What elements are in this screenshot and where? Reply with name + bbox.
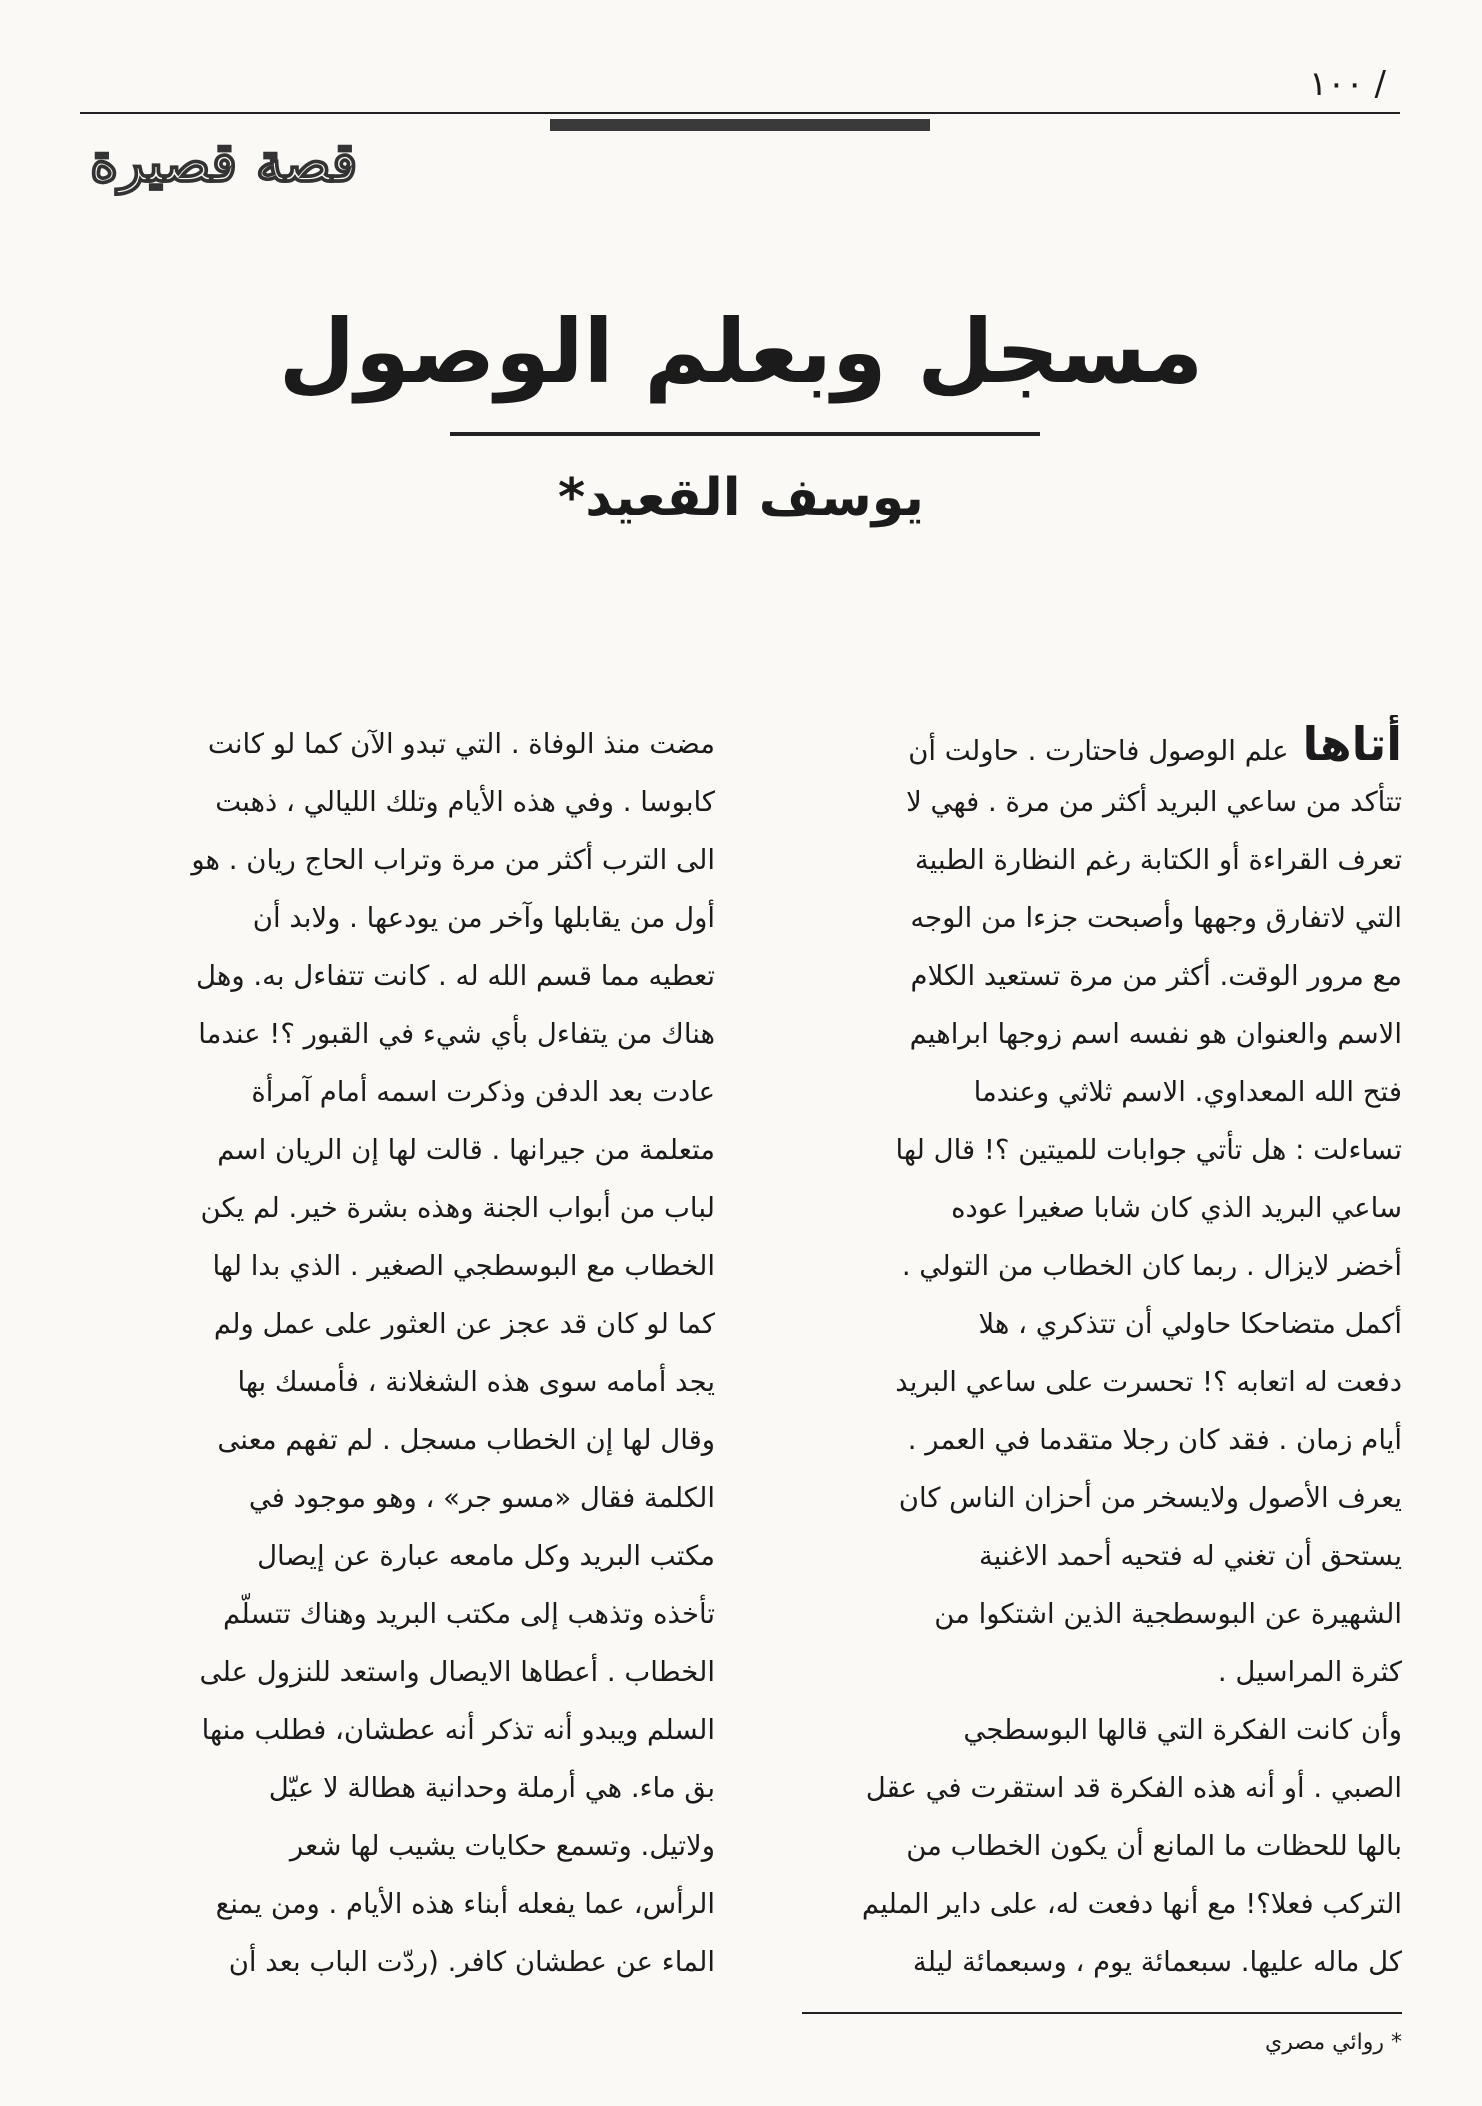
text-line: دفعت له اتعابه ؟! تحسرت على ساعي البريد [895,1366,1402,1398]
text-line: الخطاب مع البوسطجي الصغير . الذي بدا لها [212,1250,715,1282]
text-line: الاسم والعنوان هو نفسه اسم زوجها ابراهيم [909,1018,1402,1050]
article-title: مسجل وبعلم الوصول [278,300,1204,403]
text-line: التركب فعلا؟! مع أنها دفعت له، على داير المليم [861,1888,1402,1920]
text-line: ولاتيل. وتسمع حكايات يشيب لها شعر [289,1830,715,1862]
text-line: تأخذه وتذهب إلى مكتب البريد وهناك تتسلّم [223,1598,715,1630]
text-line: ساعي البريد الذي كان شابا صغيرا عوده [951,1192,1402,1224]
text-line [782,715,1402,773]
header-thick-bar [550,119,930,131]
text-line: وأن كانت الفكرة التي قالها البوسطجي [963,1714,1402,1746]
text-line: الماء عن عطشان كافر. (ردّت الباب بعد أن [228,1946,715,1978]
text-line: بالها للحظات ما المانع أن يكون الخطاب من [906,1830,1402,1862]
text-line: الشهيرة عن البوسطجية الذين اشتكوا من [934,1598,1402,1630]
text-line: كما لو كان قد عجز عن العثور على عمل ولم [213,1308,715,1340]
text-line: مع مرور الوقت. أكثر من مرة تستعيد الكلام [910,960,1402,992]
text-line: تعطيه مما قسم الله له . كانت تتفاءل به. وهل [196,960,715,992]
text-line: أخضر لايزال . ربما كان الخطاب من التولي . [901,1250,1402,1282]
lead-word: أتاها [1302,717,1402,771]
text-line: تتأكد من ساعي البريد أكثر من مرة . فهي لا [906,786,1402,818]
text-line: كثرة المراسيل . [1217,1656,1402,1688]
text-line: هناك من يتفاءل بأي شيء في القبور ؟! عندما [198,1018,715,1050]
text-line: وقال لها إن الخطاب مسجل . لم تفهم معنى [217,1424,715,1456]
text-line: تعرف القراءة أو الكتابة رغم النظارة الطبية [914,844,1402,876]
text-line: الصبي . أو أنه هذه الفكرة قد استقرت في عقل [865,1772,1402,1804]
title-divider [450,432,1040,436]
text-line: السلم ويبدو أنه تذكر أنه عطشان، فطلب منها [201,1714,715,1746]
text-line: يجد أمامه سوى هذه الشغلانة ، فأمسك بها [237,1366,715,1398]
footnote-divider [802,2012,1402,2014]
text-line: فتح الله المعداوي. الاسم ثلاثي وعندما [973,1076,1402,1108]
page-number: ١٠٠ / [1308,64,1386,104]
text-line: أيام زمان . فقد كان رجلا متقدما في العمر . [907,1424,1402,1456]
header-rule [80,112,1400,114]
text-column-left [95,715,715,1991]
text-line: كابوسا . وفي هذه الأيام وتلك الليالي ، ذهبت [215,786,715,818]
text-line: الكلمة فقال «مسو جر» ، وهو موجود في [248,1482,715,1514]
text-line: الى الترب أكثر من مرة وتراب الحاج ريان . هو [191,844,715,876]
section-label: قصة قصيرة [90,130,358,194]
text-line: الرأس، عما يفعله أبناء هذه الأيام . ومن يمنع [215,1888,715,1920]
text-line: مضت منذ الوفاة . التي تبدو الآن كما لو كانت [207,728,715,760]
text-line: يعرف الأصول ولايسخر من أحزان الناس كان [898,1482,1402,1514]
first-line-text: علم الوصول فاحتارت . حاولت أن [908,735,1289,767]
text-line: لباب من أبواب الجنة وهذه بشرة خير. لم يكن [200,1192,715,1224]
text-line: كل ماله عليها. سبعمائة يوم ، وسبعمائة ليلة [912,1946,1402,1978]
text-line: التي لاتفارق وجهها وأصبحت جزءا من الوجه [910,902,1402,934]
footnote: * روائي مصري [1264,2030,1402,2055]
text-line: متعلمة من جيرانها . قالت لها إن الريان اسم [217,1134,715,1166]
text-line: يستحق أن تغني له فتحيه أحمد الاغنية [979,1540,1402,1572]
text-line: بق ماء. هي أرملة وحدانية هطالة لا عيّل [268,1772,715,1804]
text-column-right [782,715,1402,1991]
text-line: عادت بعد الدفن وذكرت اسمه أمام آمرأة [251,1076,715,1108]
text-line: تساءلت : هل تأتي جوابات للميتين ؟! قال لها [895,1134,1402,1166]
text-line: مكتب البريد وكل مامعه عبارة عن إيصال [257,1540,715,1572]
text-line: الخطاب . أعطاها الايصال واستعد للنزول على [199,1656,715,1688]
page-header [80,58,1400,128]
article-author: يوسف القعيد* [558,468,924,528]
text-line: أكمل متضاحكا حاولي أن تتذكري ، هلا [978,1308,1402,1340]
text-line: أول من يقابلها وآخر من يودعها . ولابد أن [252,902,715,934]
